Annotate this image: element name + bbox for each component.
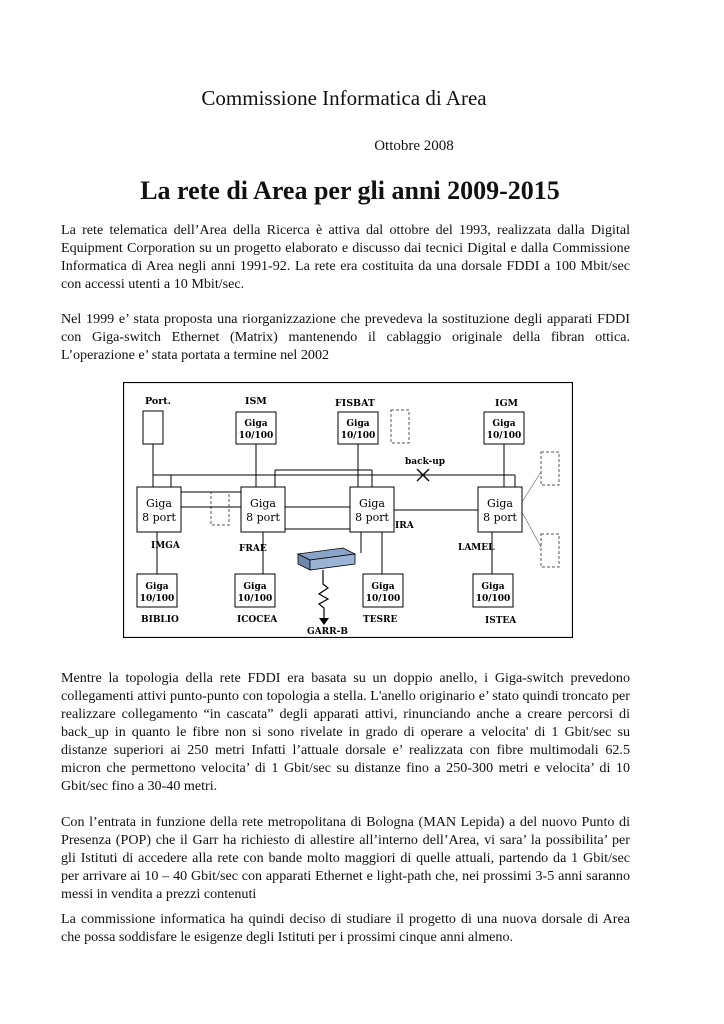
svg-text:10/100: 10/100 <box>237 594 273 604</box>
port-device <box>143 411 163 444</box>
svg-text:10/100: 10/100 <box>238 431 274 441</box>
switch-ira <box>350 487 394 532</box>
giga-box-ism <box>236 412 276 444</box>
paragraph-5: La commissione informatica ha quindi deciso di studiare il progetto di una nuova dorsale di Area che possa soddisfare le esigenze degli Istituti per i prossimi cinque anni almeno. <box>61 911 630 945</box>
label-igm: IGM <box>495 398 519 409</box>
svg-text:10/100: 10/100 <box>365 594 401 604</box>
paragraph-1: La rete telematica dell’Area della Ricerca è attiva dal ottobre del 1993, realizzata dalla Digital Equipment Corporation su un progetto elaborato e discusso dai tecnici Digital e dalla Commissione Informatica di Area negli anni 1991-92. La rete era costituita da una dorsale FDDI a 100 Mbit/sec con accessi utenti a 10 Mbit/sec. <box>61 222 630 292</box>
svg-text:Giga: Giga <box>250 497 276 510</box>
svg-text:Giga: Giga <box>359 497 385 510</box>
giga-box-biblio <box>137 574 177 607</box>
switch-frae <box>241 487 285 532</box>
label-imga: IMGA <box>151 541 180 551</box>
svg-text:Giga: Giga <box>244 419 268 429</box>
giga-box-tesre <box>363 574 403 607</box>
giga-box-icocea <box>235 574 275 607</box>
document-date: Ottobre 2008 <box>374 138 454 154</box>
svg-text:Giga: Giga <box>481 582 505 592</box>
label-ira: IRA <box>395 521 414 531</box>
label-fisbat: FISBAT <box>335 398 375 409</box>
svg-text:10/100: 10/100 <box>475 594 511 604</box>
document-title: La rete di Area per gli anni 2009-2015 <box>140 176 560 205</box>
switch-imga <box>137 487 181 532</box>
paragraph-4: Con l’entrata in funzione della rete metropolitana di Bologna (MAN Lepida) a del nuovo Punto di Presenza (POP) che il Garr ha richiesto di allestire all’interno dell’Area, vi sara’ la possibilita’ per gli Istituti di accedere alla rete con bande molto maggiori di quelle attuali, partendo da 1 Gbit/sec per arrivare ai 10 – 40 Gbit/sec con apparati Ethernet e light-path che, nei prossimi 3-5 anni saranno messi in vendita a prezzi contenuti <box>61 814 630 902</box>
paragraph-2: Nel 1999 e’ stata proposta una riorganizzazione che prevedeva la sostituzione degli apparati FDDI con Giga-switch Ethernet (Matrix) mantenendo il cablaggio originale della fibran ottica. L’operazione e’ stata portata a termine nel 2002 <box>61 311 630 363</box>
svg-text:10/100: 10/100 <box>139 594 175 604</box>
svg-text:Giga: Giga <box>371 582 395 592</box>
svg-text:Giga: Giga <box>146 497 172 510</box>
svg-text:8 port: 8 port <box>142 511 176 524</box>
label-port: Port. <box>145 396 171 407</box>
label-garr: GARR-B <box>307 627 348 637</box>
backup-label: back-up <box>405 457 446 467</box>
svg-text:Giga: Giga <box>243 582 267 592</box>
label-lamel: LAMEL <box>458 543 495 553</box>
svg-text:10/100: 10/100 <box>340 431 376 441</box>
svg-text:Giga: Giga <box>145 582 169 592</box>
svg-text:8 port: 8 port <box>483 511 517 524</box>
svg-text:Giga: Giga <box>487 497 513 510</box>
label-frae: FRAE <box>239 544 267 554</box>
giga-box-fisbat <box>338 412 378 444</box>
giga-box-istea <box>473 574 513 607</box>
svg-text:Giga: Giga <box>492 419 516 429</box>
label-icocea: ICOCEA <box>237 615 278 625</box>
svg-text:Giga: Giga <box>346 419 370 429</box>
svg-text:8 port: 8 port <box>246 511 280 524</box>
label-ism: ISM <box>245 396 267 407</box>
switch-lamel <box>478 487 522 532</box>
label-biblio: BIBLIO <box>141 615 179 625</box>
paragraph-3: Mentre la topologia della rete FDDI era basata su un doppio anello, i Giga-switch prevedono collegamenti attivi punto-punto con topologia a stella. L'anello originario e’ stato quindi troncato per realizzare collegamento “in cascata” degli apparati attivi, rinunciando anche a creare percorsi di back_up in quanto le fibre non si sono rivelate in grado di operare a velocita' di 1 Gbit/sec su distanze superiori ai 250 metri Infatti l’attuale dorsale e’ realizzata con fibre multimodali 62.5 micron che permettono velocita’ di 1 Gbit/sec su distanze fino a 250-300 metri e velocita’ di 10 Gbit/sec fino a 30-40 metri. <box>61 670 630 794</box>
label-istea: ISTEA <box>485 616 517 626</box>
svg-text:10/100: 10/100 <box>486 431 522 441</box>
network-diagram <box>123 382 573 638</box>
organization-name: Commissione Informatica di Area <box>201 86 487 110</box>
svg-text:8 port: 8 port <box>355 511 389 524</box>
label-tesre: TESRE <box>363 615 398 625</box>
giga-box-igm <box>484 412 524 444</box>
